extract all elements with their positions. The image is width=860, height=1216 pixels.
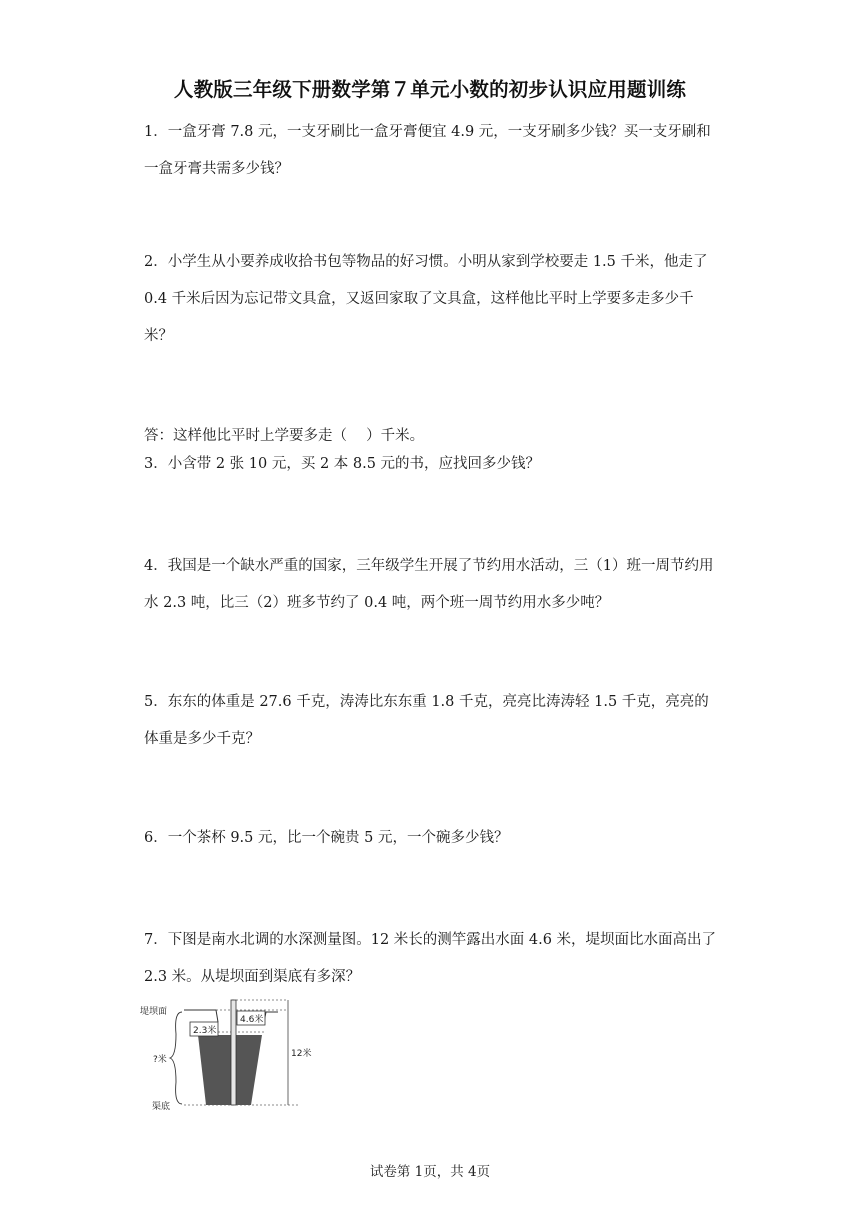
question-2: 2．小学生从小要养成收拾书包等物品的好习惯。小明从家到学校要走 1.5 千米，他走了 0.4 千米后因为忘记带文具盒，又返回家取了文具盒，这样他比平时上学要多走多少千米？	[144, 254, 708, 344]
question-4: 4．我国是一个缺水严重的国家，三年级学生开展了节约用水活动，三（1）班一周节约用水 2.3 吨，比三（2）班多节约了 0.4 吨，两个班一周节约用水多少吨？	[144, 558, 714, 611]
water-body	[198, 1035, 262, 1105]
water-depth-diagram	[138, 992, 338, 1116]
answer-line-q2: 答：这样他比平时上学要多走（ ）千米。	[144, 428, 425, 444]
water-depth-svg	[138, 992, 338, 1112]
label-23: 2.3米	[193, 1026, 217, 1036]
label-46: 4.6米	[240, 1015, 264, 1025]
right-bank	[264, 1012, 278, 1022]
label-bottom: 渠底	[152, 1102, 171, 1112]
label-dam: 堤坝面	[140, 1007, 168, 1017]
question-1: 1．一盒牙膏 7.8 元，一支牙刷比一盒牙膏便宜 4.9 元，一支牙刷多少钱？买一支牙刷和一盒牙膏共需多少钱？	[144, 124, 711, 177]
question-3: 3．小含带 2 张 10 元，买 2 本 8.5 元的书，应找回多少钱？	[144, 456, 541, 472]
page-footer: 试卷第 1页，共 4页	[369, 1164, 491, 1180]
question-7: 7．下图是南水北调的水深测量图。12 米长的测竿露出水面 4.6 米，堤坝面比水面高出了 2.3 米。从堤坝面到渠底有多深？	[144, 932, 717, 985]
measuring-pole	[231, 1000, 236, 1105]
question-6: 6．一个茶杯 9.5 元，比一个碗贵 5 元，一个碗多少钱？	[144, 830, 509, 846]
label-12: 12米	[291, 1049, 312, 1059]
depth-brace	[170, 1012, 182, 1104]
question-5: 5．东东的体重是 27.6 千克，涛涛比东东重 1.8 千克，亮亮比涛涛轻 1.5 千克，亮亮的体重是多少千克？	[144, 694, 709, 747]
left-bank	[184, 1010, 218, 1022]
label-unknown: ?米	[153, 1055, 167, 1065]
page-title: 人教版三年级下册数学第７单元小数的初步认识应用题训练	[173, 78, 687, 101]
